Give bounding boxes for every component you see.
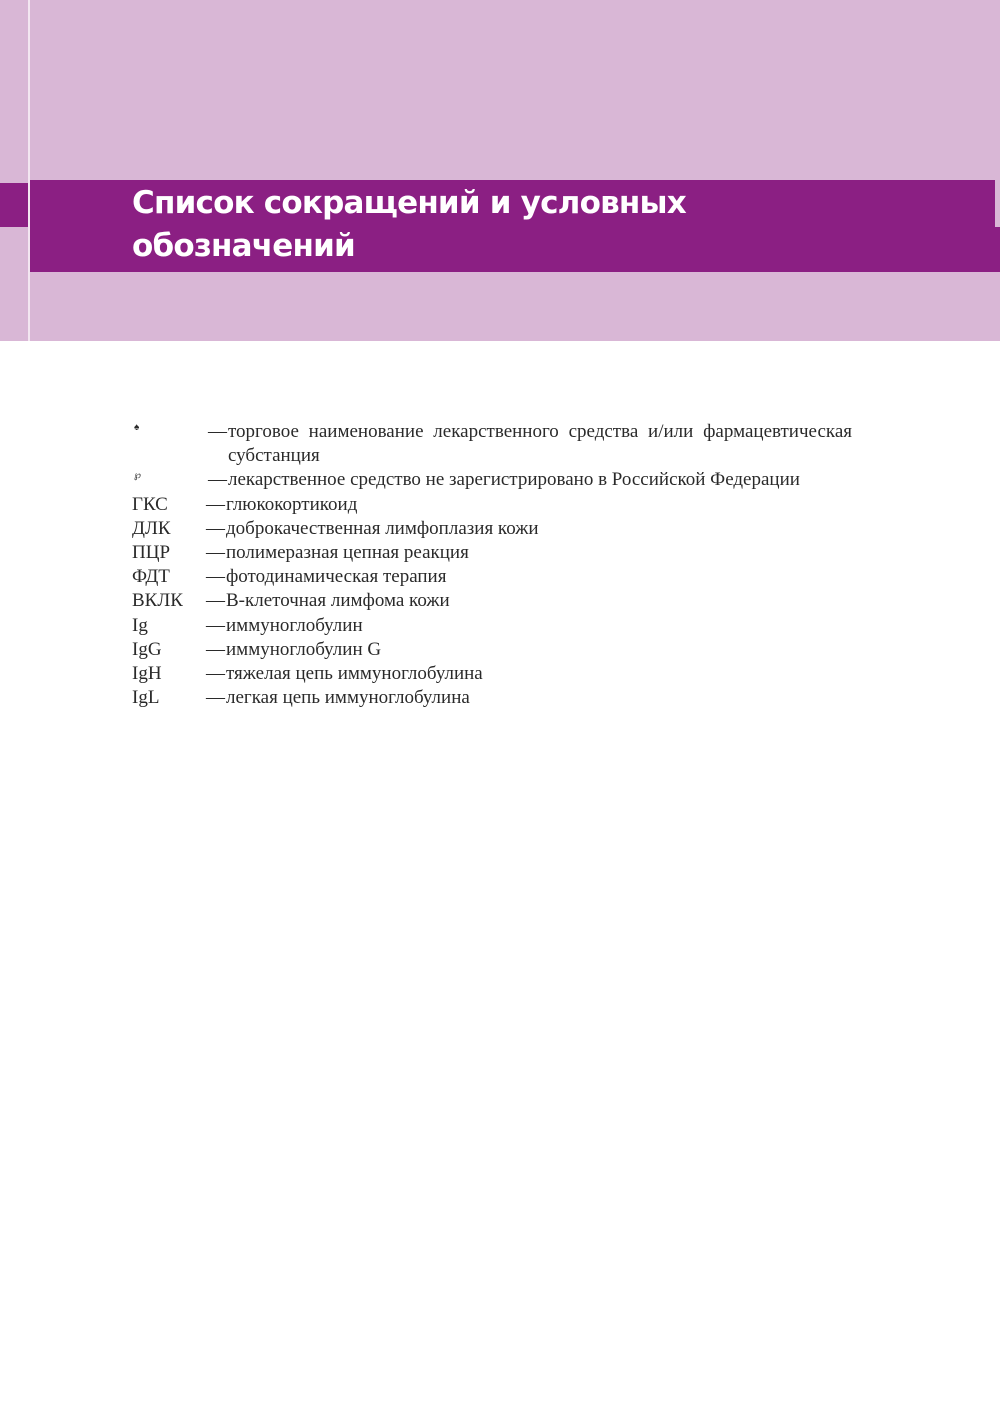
abbreviation-term: ℘ — [134, 470, 141, 482]
abbreviation-term: ФДТ — [132, 566, 170, 588]
abbreviation-dash: — — [206, 663, 225, 685]
abbreviation-definition: легкая цепь иммуноглобулина — [226, 687, 470, 709]
abbreviation-definition: иммуноглобулин G — [226, 638, 382, 660]
abbreviation-row — [132, 638, 852, 662]
abbreviation-term: ГКС — [132, 493, 168, 515]
header-band — [0, 0, 1000, 341]
title-bar-left-tab — [0, 183, 28, 227]
abbreviation-dash: — — [208, 421, 227, 442]
abbreviation-row — [132, 686, 852, 710]
abbreviation-definition: иммуноглобулин — [226, 614, 363, 636]
abbreviation-definition: тяжелая цепь иммуноглобулина — [226, 663, 483, 685]
abbreviation-list — [132, 420, 852, 710]
abbreviation-row — [132, 420, 852, 468]
abbreviation-dash: — — [206, 493, 225, 515]
abbreviation-row — [132, 565, 852, 589]
page-title-line-1: Список сокращений и условных — [132, 185, 686, 221]
abbreviation-term: IgL — [132, 687, 160, 709]
abbreviation-term: ДЛК — [132, 517, 171, 539]
abbreviation-row — [132, 468, 852, 492]
abbreviation-dash: — — [206, 566, 225, 588]
abbreviation-dash: — — [206, 517, 225, 539]
abbreviation-term: ПЦР — [132, 542, 171, 564]
abbreviation-row — [132, 493, 852, 517]
page-title — [132, 182, 852, 268]
abbreviation-row — [132, 517, 852, 541]
abbreviation-term: IgH — [132, 663, 162, 685]
abbreviation-row — [132, 541, 852, 565]
abbreviation-definition: доброкачественная лимфоплазия кожи — [226, 517, 539, 539]
title-bar-right-tab — [995, 227, 1000, 272]
abbreviation-row — [132, 662, 852, 686]
abbreviation-dash: — — [206, 590, 225, 612]
abbreviation-dash: — — [206, 542, 225, 564]
abbreviation-dash: — — [208, 469, 227, 491]
abbreviation-dash: — — [206, 687, 225, 709]
abbreviation-definition: полимеразная цепная реакция — [226, 542, 469, 564]
abbreviation-dash: — — [206, 614, 225, 636]
abbreviation-term: ВКЛК — [132, 590, 183, 612]
abbreviation-dash: — — [206, 638, 225, 660]
abbreviation-definition: глюкокортикоид — [226, 493, 358, 515]
abbreviation-term: ♠ — [134, 422, 140, 433]
abbreviation-row — [132, 614, 852, 638]
abbreviation-definition: B-клеточная лимфома кожи — [226, 590, 450, 612]
abbreviation-definition: фотодинамическая терапия — [226, 566, 447, 588]
abbreviation-term: IgG — [132, 638, 162, 660]
abbreviation-definition: торговое наименование лекарственного средства и/или фармацевтическая субстанция — [228, 421, 852, 467]
page-title-line-2: обозначений — [132, 228, 355, 264]
abbreviation-term: Ig — [132, 614, 148, 636]
header-margin-line — [28, 0, 30, 341]
abbreviation-definition: лекарственное средство не зарегистрировано в Российской Федерации — [228, 469, 800, 491]
abbreviation-row — [132, 589, 852, 613]
